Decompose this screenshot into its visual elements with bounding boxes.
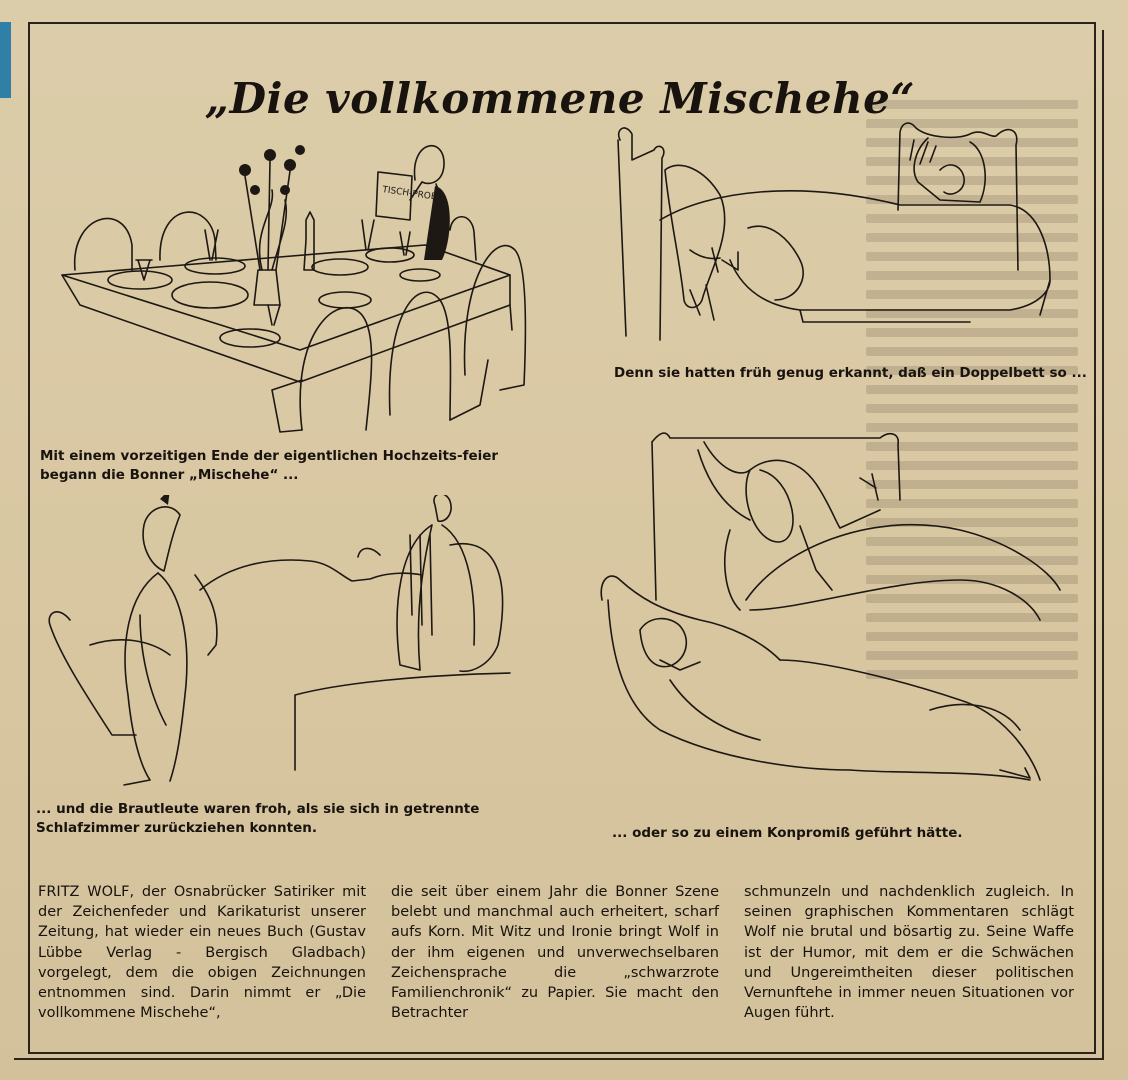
sign-text: TISCH-PROB bbox=[381, 185, 438, 203]
blue-edge-tab bbox=[0, 22, 11, 98]
illustration-dinner-table bbox=[40, 120, 560, 440]
illustration-separate-bedrooms bbox=[40, 495, 560, 795]
caption-panel-1: Mit einem vorzeitigen Ende der eigentlichen Hochzeits-feier begann die Bonner „Mischehe“ ... bbox=[40, 448, 499, 483]
illustration-compromise-bed bbox=[600, 430, 1070, 810]
article-column-1: FRITZ WOLF, der Osnabrücker Satiriker mit der Zeichenfeder und Karikaturist unserer Zeitung, hat wieder ein neues Buch (Gustav Lübbe Verlag - Bergisch Gladbach) vorgelegt, dem die obigen Zeichnungen entnommen sind. Darin nimmt er „Die vollkommene Mischehe“, bbox=[38, 884, 366, 1022]
illustration-double-bed bbox=[610, 110, 1085, 350]
article-title: „Die vollkommene Mischehe“ bbox=[204, 74, 916, 124]
caption-panel-3: ... und die Brautleute waren froh, als sie sich in getrennte Schlafzimmer zurückziehen konnten. bbox=[36, 801, 480, 836]
article-column-3: schmunzeln und nachdenklich zugleich. In seinen graphischen Kommentaren schlägt Wolf nie brutal und bösartig zu. Seine Waffe ist der Humor, mit dem er die Schwächen und Ungereimtheiten dieser politischen Vernunftehe in immer neuen Situationen vor Augen führt. bbox=[744, 884, 1074, 1022]
caption-panel-4: ... oder so zu einem Konpromiß geführt hätte. bbox=[612, 825, 963, 841]
caption-panel-2: Denn sie hatten früh genug erkannt, daß ein Doppelbett so ... bbox=[614, 365, 1087, 381]
article-column-2: die seit über einem Jahr die Bonner Szene belebt und manchmal auch erheitert, scharf aufs Korn. Mit Witz und Ironie bringt Wolf in der ihm eigenen und unverwechselbaren Zeichensprache die „schwarzrote Familienchronik“ zu Papier. Sie macht den Betrachter bbox=[391, 884, 719, 1022]
